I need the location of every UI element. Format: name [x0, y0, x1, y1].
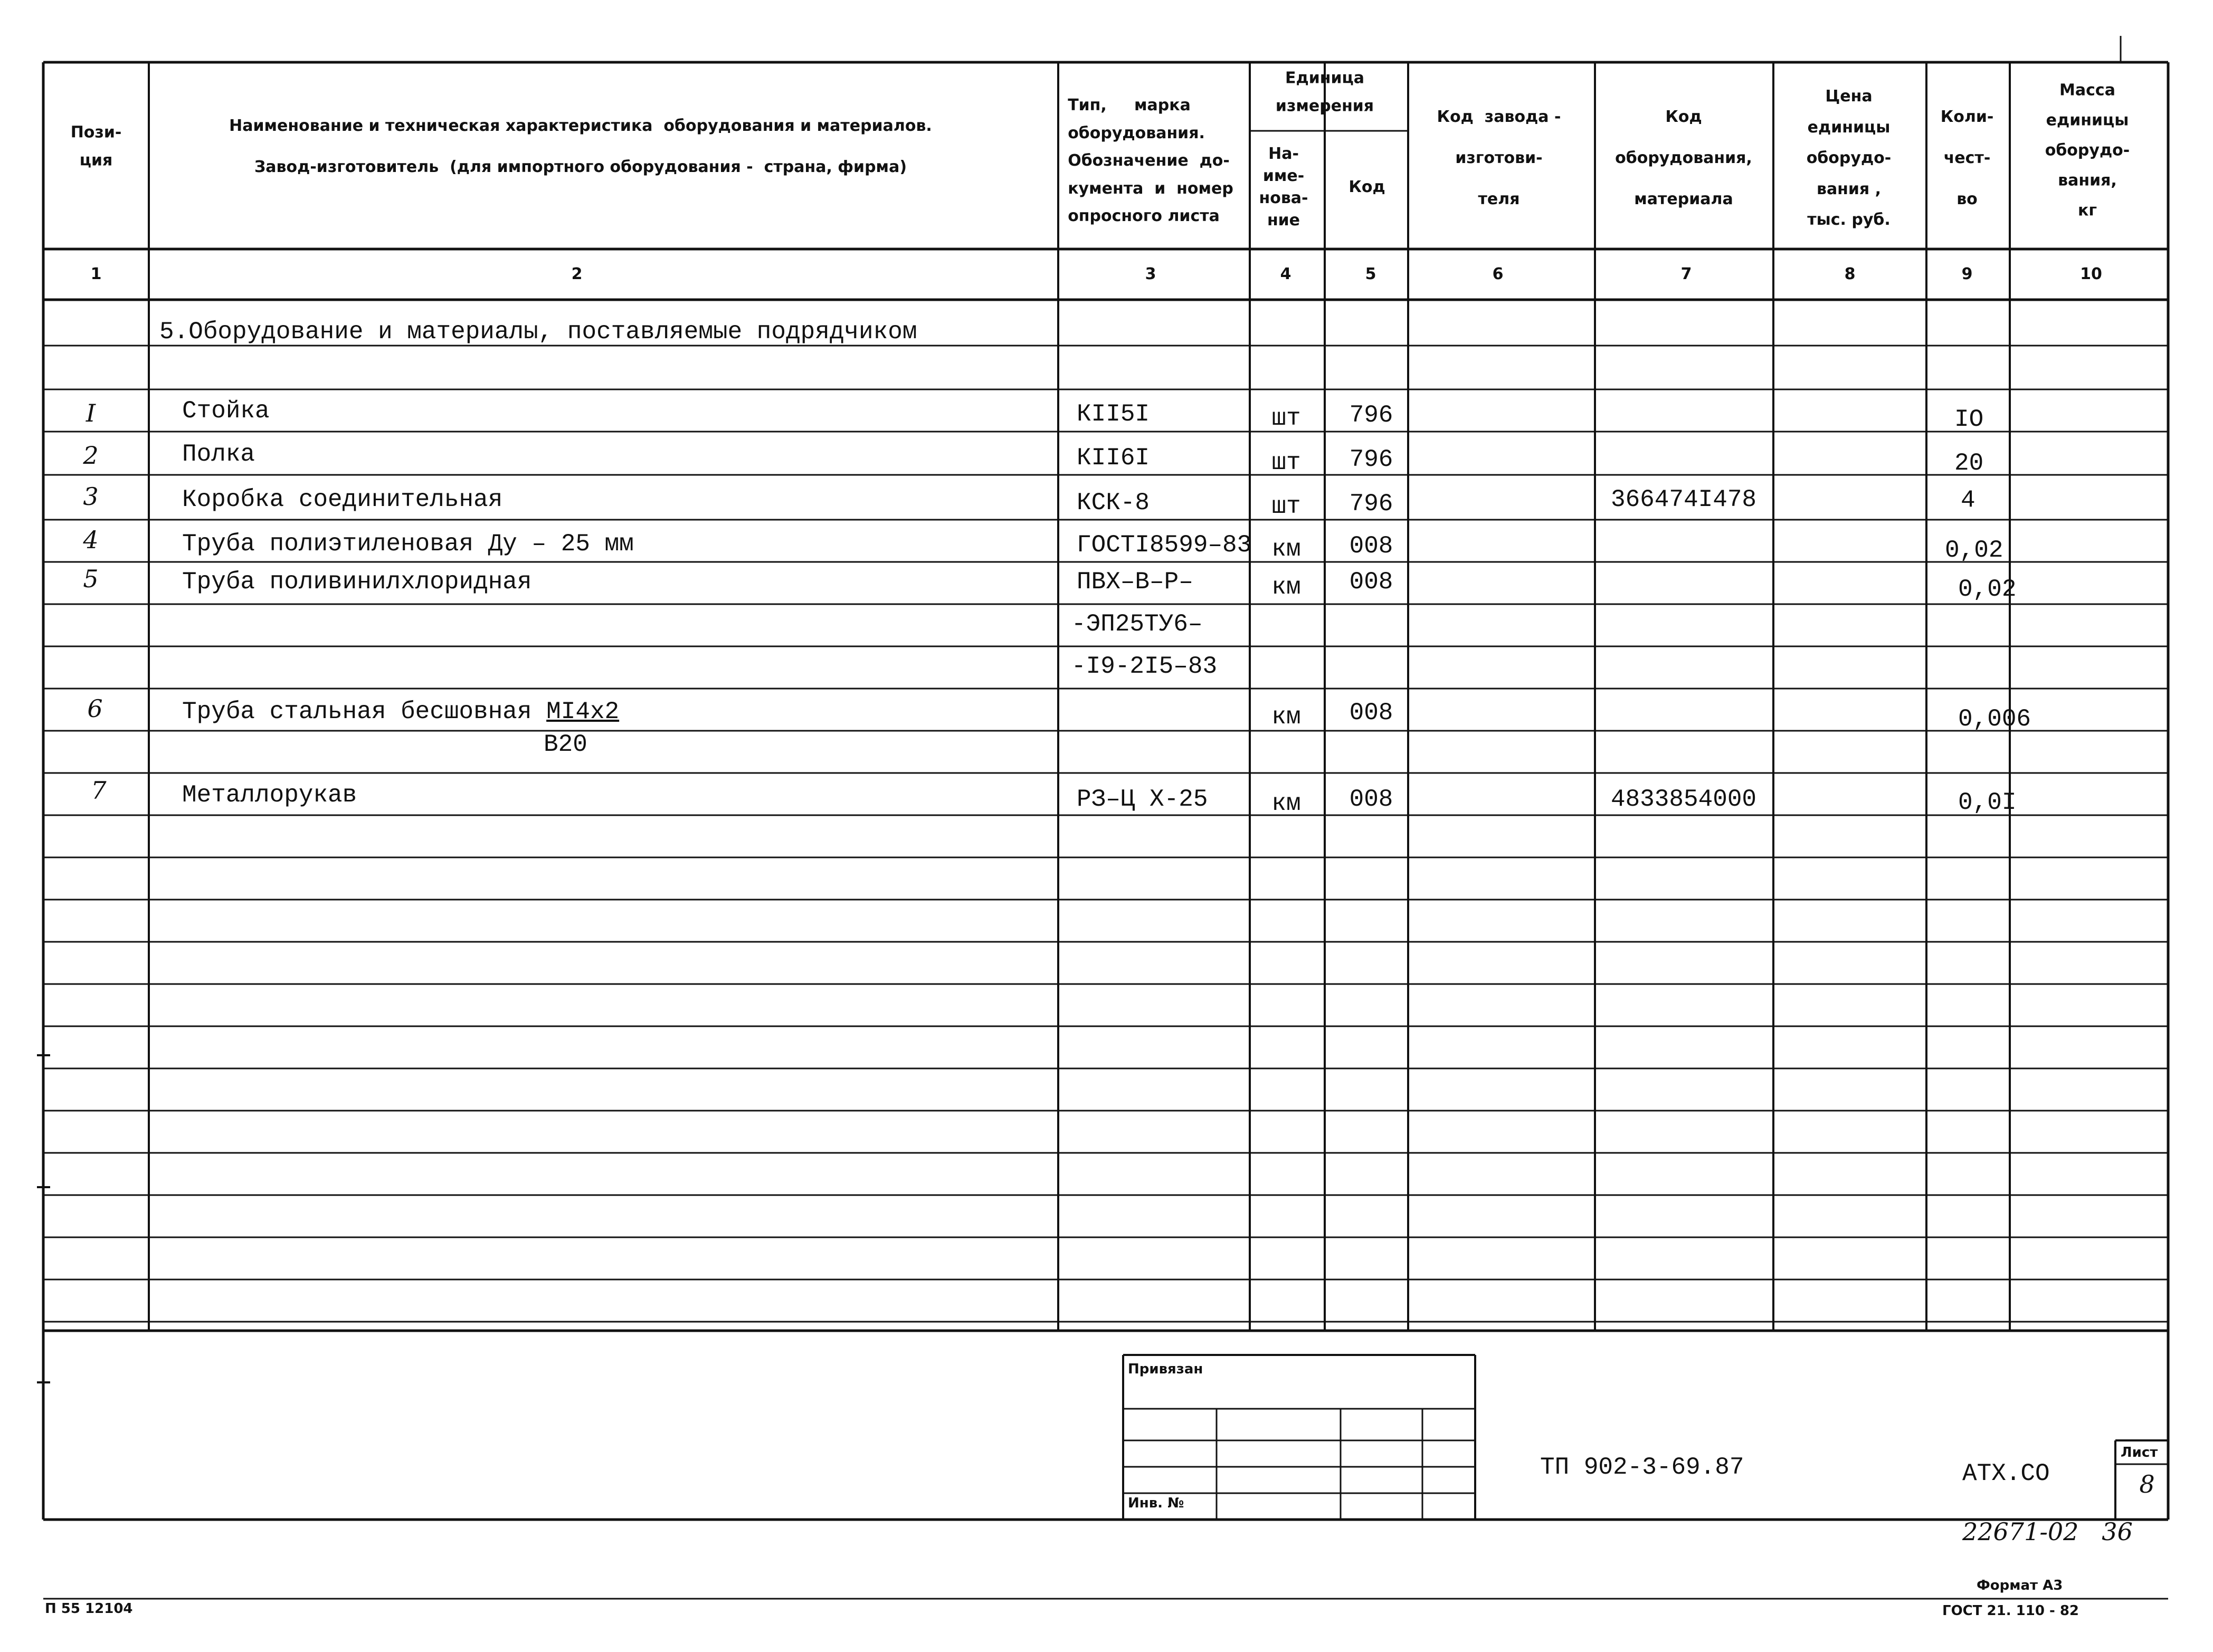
header-unit-code: Код [1348, 177, 1385, 196]
footer-format: Формат А3 [1977, 1578, 2063, 1593]
row-name: Коробка соединительная [182, 486, 503, 513]
footer-left-code: П 55 12104 [45, 1601, 133, 1617]
col-number: 8 [1844, 265, 1856, 283]
archive-number: 22671-02 36 [1962, 1517, 2133, 1546]
row-quantity: 0,006 [1958, 705, 2031, 733]
row-position: 7 [91, 776, 107, 805]
row-equipment-code: 4833854000 [1610, 786, 1757, 813]
row-name: Полка [182, 441, 255, 468]
section-title: 5.Оборудование и материалы, поставляемые подрядчиком [159, 318, 917, 346]
row-name: Труба полиэтиленовая Ду – 25 мм [182, 530, 634, 558]
row-name: Труба поливинилхлоридная [182, 568, 532, 596]
row-name: Металлорукав [182, 781, 357, 809]
row-unit-code: 796 [1349, 446, 1393, 473]
header-unit: Единица измерения [1275, 69, 1374, 115]
row-unit: шт [1271, 405, 1301, 432]
col-number: 9 [1961, 265, 1973, 283]
row-position: 3 [83, 482, 99, 511]
col-number: 6 [1492, 265, 1504, 283]
row-unit: шт [1271, 493, 1301, 520]
row-quantity: 0,02 [1958, 576, 2017, 603]
header-name: Наименование и техническая характеристика оборудования и материалов. Завод-изготовитель (для импортного оборудования - страна, фирма) [229, 117, 932, 176]
row-type: ПВХ–В–Р– [1077, 568, 1193, 596]
row-type: КII5I [1077, 400, 1150, 428]
row-name: Труба стальная бесшовная МI4х2 [182, 698, 620, 725]
row-unit-code: 008 [1349, 568, 1393, 596]
stamp-bound-label: Привязан [1128, 1361, 1203, 1377]
footer-standard: ГОСТ 21. 110 - 82 [1942, 1603, 2079, 1619]
row-position: 6 [87, 694, 103, 723]
row-unit: км [1271, 574, 1301, 601]
stamp-document-code: ТП 902-3-69.87 [1540, 1454, 1744, 1481]
row-unit-code: 796 [1349, 490, 1393, 518]
header-type: Тип, марка оборудования. Обозначение до- кумента и номер опросного листа [1068, 96, 1233, 225]
row-unit-code: 008 [1349, 786, 1393, 813]
header-price: Цена единицы оборудо- вания , тыс. руб. [1806, 87, 1892, 229]
row-unit: км [1271, 536, 1301, 563]
header-equipment-code: Код оборудования, материала [1615, 108, 1752, 208]
row-quantity: IO [1954, 406, 1984, 433]
row-equipment-code: 366474I478 [1610, 486, 1757, 513]
row-position: 4 [83, 526, 99, 554]
row-type-continued: -ЭП25ТУ6– [1071, 610, 1203, 638]
row-position: I [86, 399, 96, 427]
col-number: 2 [571, 265, 583, 283]
stamp-document-mark: АТХ.СО [1962, 1460, 2050, 1487]
header-mass: Масса единицы оборудо- вания, кг [2045, 81, 2130, 220]
col-number: 4 [1280, 265, 1291, 283]
row-unit-code: 008 [1349, 532, 1393, 560]
row-unit: шт [1271, 449, 1301, 476]
row-unit-code: 796 [1349, 402, 1393, 429]
row-name-continued: В20 [544, 731, 587, 758]
row-unit: км [1271, 703, 1301, 731]
row-quantity: 0,02 [1945, 537, 2003, 564]
row-type: КСК-8 [1077, 489, 1150, 517]
row-position: 2 [83, 441, 99, 470]
header-quantity: Коли- чест- во [1940, 108, 1994, 208]
stamp-sheet-label: Лист [2121, 1445, 2158, 1460]
row-type: ГОСТI8599–83 [1077, 531, 1252, 559]
col-number: 10 [2080, 265, 2102, 283]
row-unit-code: 008 [1349, 699, 1393, 727]
header-unit-name: На- име- нова- ние [1259, 145, 1308, 230]
stamp-inventory-label: Инв. № [1128, 1495, 1184, 1511]
stamp-sheet-number: 8 [2139, 1470, 2155, 1498]
row-quantity: 4 [1961, 486, 1975, 514]
row-name: Стойка [182, 397, 270, 425]
header-maker-code: Код завода - изготови- теля [1437, 108, 1561, 208]
col-number: 3 [1145, 265, 1156, 283]
row-type: РЗ–Ц Х-25 [1077, 786, 1208, 813]
col-number: 1 [90, 265, 102, 283]
row-type: КII6I [1077, 444, 1150, 472]
header-position: Пози- ция [70, 123, 122, 169]
row-position: 5 [83, 565, 99, 593]
row-type-continued: -I9-2I5–83 [1071, 653, 1218, 680]
col-number: 7 [1680, 265, 1692, 283]
row-quantity: 0,0I [1958, 789, 2017, 816]
col-number: 5 [1365, 265, 1376, 283]
row-quantity: 20 [1954, 450, 1984, 477]
row-unit: км [1271, 790, 1301, 817]
